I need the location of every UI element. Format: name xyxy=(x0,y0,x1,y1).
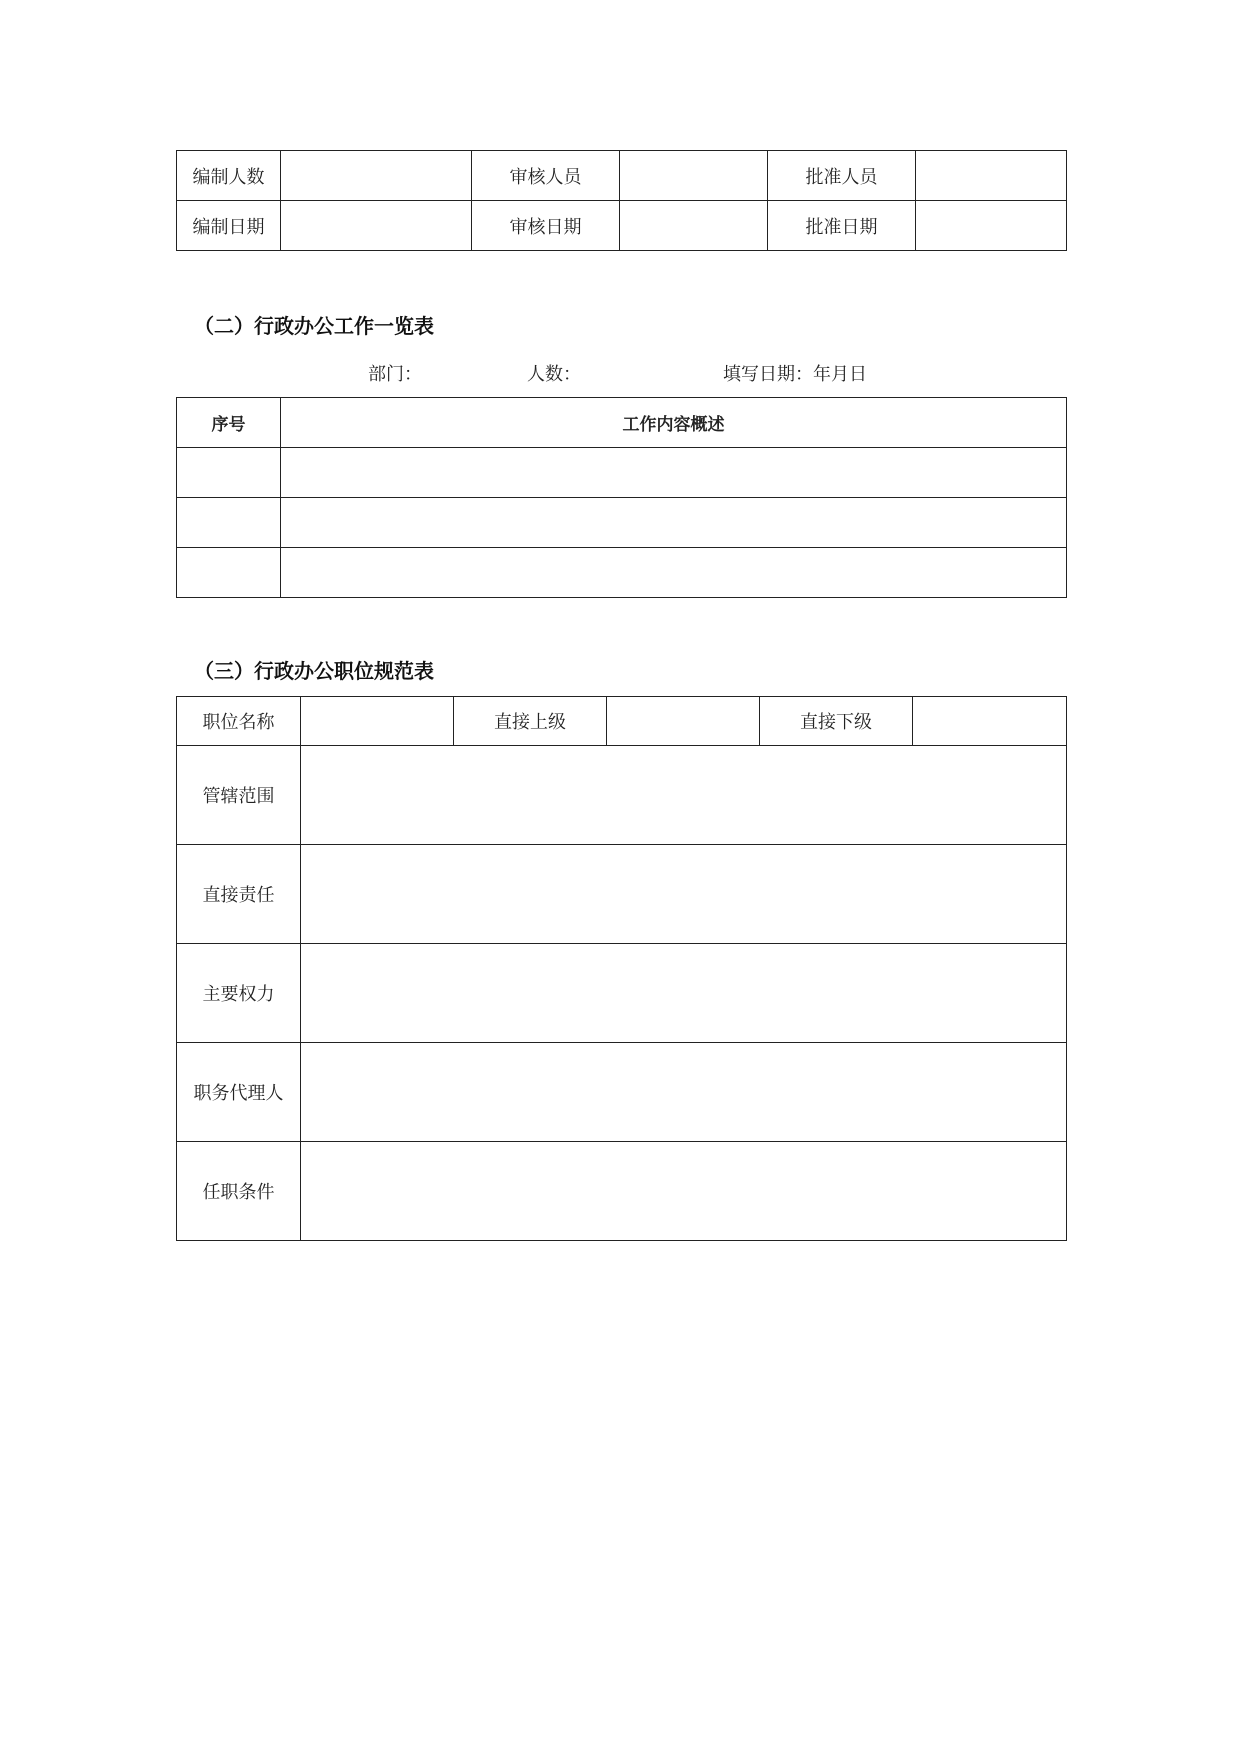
value-cell[interactable] xyxy=(281,201,472,251)
value-cell[interactable] xyxy=(301,697,454,746)
value-cell[interactable] xyxy=(301,944,1067,1043)
value-cell[interactable] xyxy=(913,697,1067,746)
section3-heading: （三）行政办公职位规范表 xyxy=(194,659,434,683)
label-cell: 批准人员 xyxy=(768,151,916,201)
no-cell[interactable] xyxy=(177,498,281,548)
no-cell[interactable] xyxy=(177,548,281,598)
table-row xyxy=(177,1043,1067,1142)
table-row xyxy=(177,697,1067,746)
table-row xyxy=(177,201,1067,251)
content-cell[interactable] xyxy=(281,548,1067,598)
label-cell: 直接下级 xyxy=(760,697,913,746)
column-header-content: 工作内容概述 xyxy=(281,398,1067,448)
label-cell: 任职条件 xyxy=(177,1142,301,1241)
approval-table xyxy=(176,150,1067,251)
table-row xyxy=(177,1142,1067,1241)
value-cell[interactable] xyxy=(620,201,768,251)
label-cell: 职务代理人 xyxy=(177,1043,301,1142)
label-cell: 职位名称 xyxy=(177,697,301,746)
label-cell: 编制日期 xyxy=(177,201,281,251)
label-cell: 审核日期 xyxy=(472,201,620,251)
value-cell[interactable] xyxy=(916,151,1067,201)
position-spec-table xyxy=(176,696,1067,1241)
value-cell[interactable] xyxy=(916,201,1067,251)
value-cell[interactable] xyxy=(301,1043,1067,1142)
value-cell[interactable] xyxy=(301,1142,1067,1241)
label-cell: 编制人数 xyxy=(177,151,281,201)
table-row xyxy=(177,151,1067,201)
content-cell[interactable] xyxy=(281,448,1067,498)
section2-heading: （二）行政办公工作一览表 xyxy=(194,314,434,338)
value-cell[interactable] xyxy=(607,697,760,746)
content-cell[interactable] xyxy=(281,498,1067,548)
table-row xyxy=(177,498,1067,548)
work-overview-table xyxy=(176,397,1067,598)
table-row xyxy=(177,845,1067,944)
value-cell[interactable] xyxy=(301,746,1067,845)
table-row xyxy=(177,746,1067,845)
label-cell: 管辖范围 xyxy=(177,746,301,845)
value-cell[interactable] xyxy=(620,151,768,201)
label-cell: 主要权力 xyxy=(177,944,301,1043)
value-cell[interactable] xyxy=(281,151,472,201)
label-cell: 审核人员 xyxy=(472,151,620,201)
label-cell: 直接责任 xyxy=(177,845,301,944)
value-cell[interactable] xyxy=(301,845,1067,944)
table-row xyxy=(177,548,1067,598)
column-header-no: 序号 xyxy=(177,398,281,448)
table-row xyxy=(177,448,1067,498)
count-label: 人数： xyxy=(527,364,581,385)
table-header-row xyxy=(177,398,1067,448)
label-cell: 批准日期 xyxy=(768,201,916,251)
no-cell[interactable] xyxy=(177,448,281,498)
date-label: 填写日期：年月日 xyxy=(723,364,867,385)
label-cell: 直接上级 xyxy=(454,697,607,746)
dept-label: 部门： xyxy=(368,364,422,385)
table-row xyxy=(177,944,1067,1043)
